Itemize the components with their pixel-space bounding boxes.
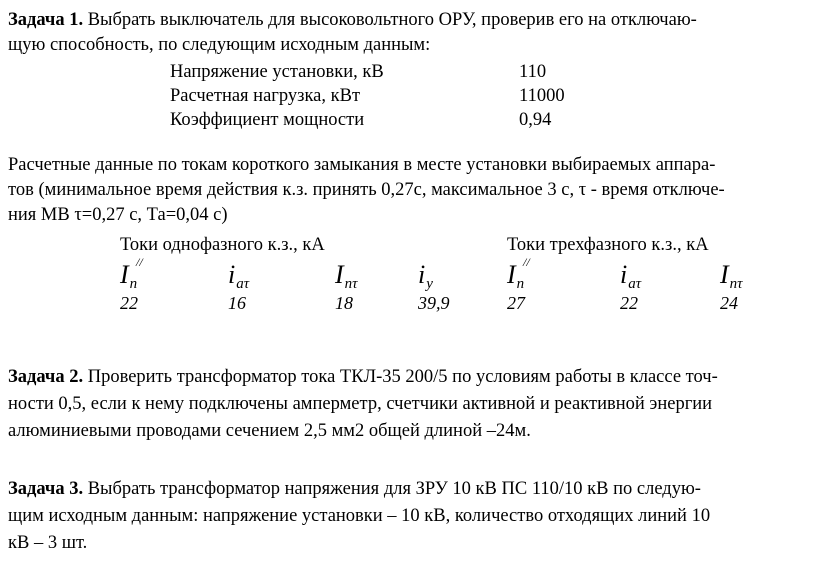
value-i-at-three: 22 [620, 293, 638, 313]
param-label-voltage: Напряжение установки, кВ [170, 62, 384, 82]
sc-line2: тов (минимальное время действия к.з. принять 0,27с, максимальное 3 с, τ - время отключе- [8, 180, 725, 200]
sc-line3: ния МВ τ=0,27 с, Та=0,04 с) [8, 205, 228, 225]
symbol-i-at-three: iaτ [620, 260, 642, 292]
task3-line2: щим исходным данным: напряжение установки – 10 кВ, количество отходящих линий 10 [8, 506, 711, 526]
param-value-voltage: 110 [519, 62, 547, 82]
symbol-I-n-single: I // n [120, 255, 143, 292]
short-circuit-text [8, 153, 823, 228]
param-value-load: 11000 [519, 86, 565, 106]
task2-line2: ности 0,5, если к нему подключены амперметр, счетчики активной и реактивной энергии [8, 394, 713, 414]
task3-heading: Задача 3. [8, 479, 84, 499]
param-value-power-factor: 0,94 [519, 110, 552, 130]
task1-intro [8, 8, 823, 58]
task2-line3: алюминиевыми проводами сечением 2,5 мм2 общей длиной –24м. [8, 421, 531, 441]
single-phase-label: Токи однофазного к.з., кА [120, 235, 325, 255]
three-phase-label: Токи трехфазного к.з., кА [507, 235, 709, 255]
task3-line3: кВ – 3 шт. [8, 533, 88, 553]
value-I-n-three: 27 [507, 293, 525, 313]
task1-heading: Задача 1. [8, 10, 84, 30]
symbol-i-y-single: iy [418, 260, 433, 292]
task2 [8, 364, 823, 445]
symbol-I-nt-three: Inτ [720, 260, 743, 292]
param-label-power-factor: Коэффициент мощности [170, 110, 365, 130]
param-label-load: Расчетная нагрузка, кВт [170, 86, 361, 106]
sc-line1: Расчетные данные по токам короткого замыкания в месте установки выбираемых аппара- [8, 155, 716, 175]
task2-line1: Задача 2. Проверить трансформатор тока ТКЛ-35 200/5 по условиям работы в классе точ- [8, 367, 718, 387]
value-I-nt-three: 24 [720, 293, 738, 313]
task1-line1: Задача 1. Выбрать выключатель для высоковольтного ОРУ, проверив его на отключаю- [8, 10, 697, 30]
task3 [8, 476, 823, 557]
value-i-at-single: 16 [228, 293, 246, 313]
value-I-n-single: 22 [120, 293, 138, 313]
value-i-y-single: 39,9 [418, 293, 450, 313]
task1-line2: щую способность, по следующим исходным данным: [8, 35, 431, 55]
value-I-nt-single: 18 [335, 293, 353, 313]
symbol-I-nt-single: Inτ [335, 260, 358, 292]
symbol-i-at-single: iaτ [228, 260, 250, 292]
task3-line1: Задача 3. Выбрать трансформатор напряжения для ЗРУ 10 кВ ПС 110/10 кВ по следую- [8, 479, 701, 499]
symbol-I-n-three: I // n [507, 255, 530, 292]
task2-heading: Задача 2. [8, 367, 84, 387]
